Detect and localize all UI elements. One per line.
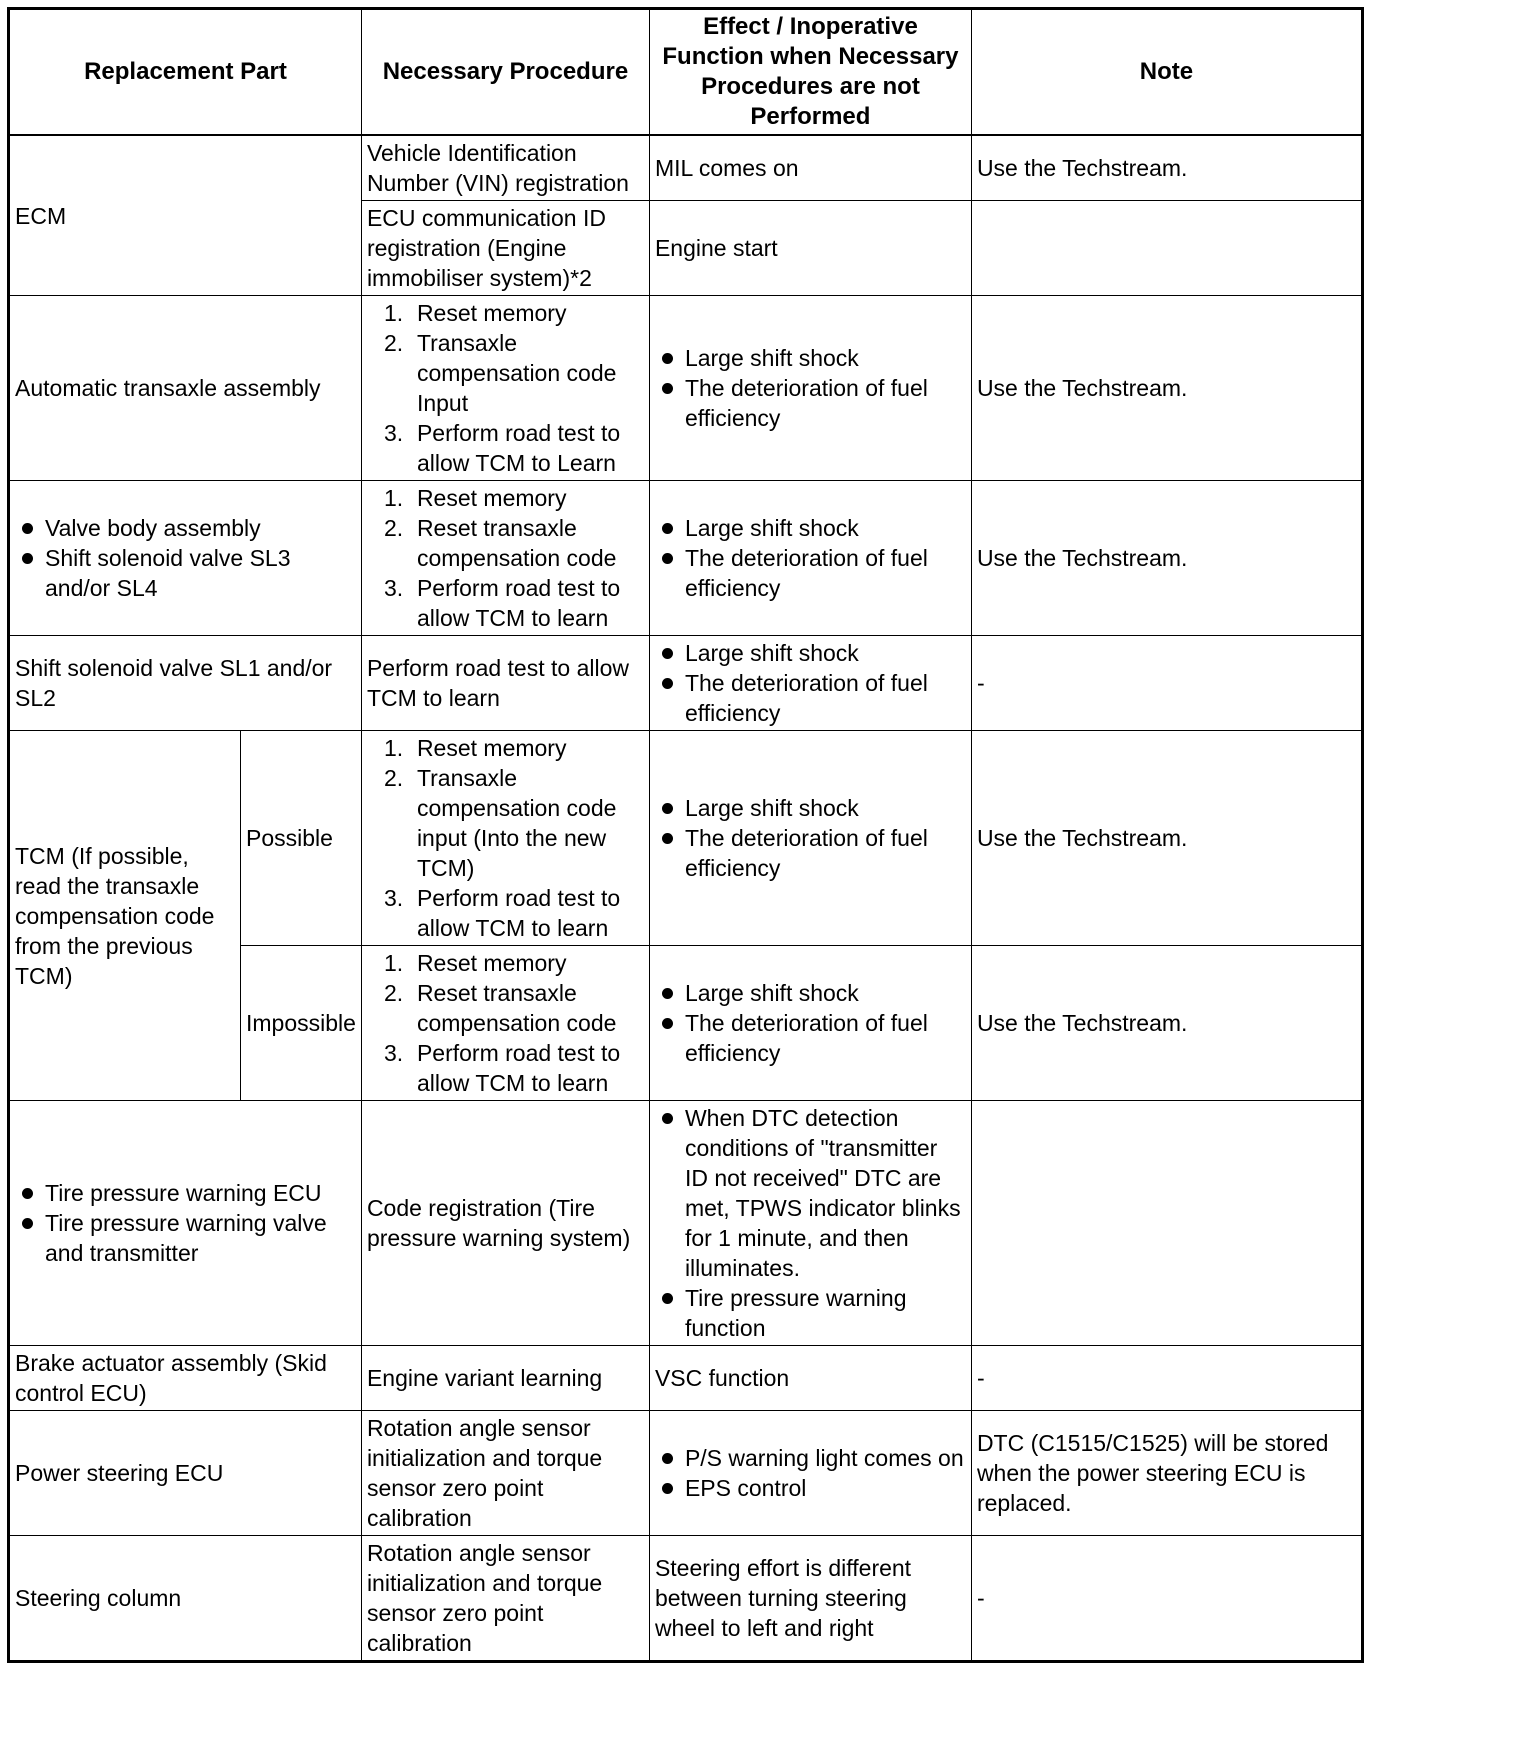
procedure-tcm-impossible <box>361 946 649 1101</box>
part-brake-actuator: Brake actuator assembly (Skid control ECU) <box>9 1346 362 1411</box>
note-steering-column: - <box>971 1536 1362 1662</box>
effect-engine-start: Engine start <box>649 201 971 296</box>
effect-item: Large shift shock <box>655 638 966 668</box>
note-tire-pressure <box>971 1101 1362 1346</box>
table-row <box>9 731 1363 946</box>
effect-mil: MIL comes on <box>649 135 971 201</box>
note-sl1-sl2: - <box>971 636 1362 731</box>
effect-item: Large shift shock <box>655 513 966 543</box>
effect-item: Large shift shock <box>655 793 966 823</box>
note-ecm-1: Use the Techstream. <box>971 135 1362 201</box>
part-steering-column: Steering column <box>9 1536 362 1662</box>
step: Perform road test to allow TCM to learn <box>416 885 621 941</box>
effect-auto-transaxle <box>649 296 971 481</box>
note-brake: - <box>971 1346 1362 1411</box>
step: Reset transaxle compensation code <box>416 980 617 1036</box>
step: Reset memory <box>416 950 567 976</box>
effect-tcm-possible <box>649 731 971 946</box>
replacement-table-container <box>7 7 1364 1663</box>
effect-item: The deterioration of fuel efficiency <box>655 823 966 883</box>
step: Perform road test to allow TCM to learn <box>416 575 621 631</box>
note-tcm-possible: Use the Techstream. <box>971 731 1362 946</box>
effect-sl1-sl2 <box>649 636 971 731</box>
effect-tire-pressure <box>649 1101 971 1346</box>
effect-list <box>655 638 966 728</box>
table-row <box>9 135 1363 201</box>
note-ecm-2 <box>971 201 1362 296</box>
effect-item: EPS control <box>655 1473 966 1503</box>
effect-item: The deterioration of fuel efficiency <box>655 543 966 603</box>
effect-steering-column: Steering effort is different between turning steering wheel to left and right <box>649 1536 971 1662</box>
part-ecm: ECM <box>9 135 362 296</box>
effect-item: Large shift shock <box>655 343 966 373</box>
procedure-steps <box>367 298 644 478</box>
part-valve-body <box>9 481 362 636</box>
part-list <box>15 513 356 603</box>
effect-item: Large shift shock <box>655 978 966 1008</box>
effect-tcm-impossible <box>649 946 971 1101</box>
part-item: Shift solenoid valve SL3 and/or SL4 <box>15 543 356 603</box>
part-item: Valve body assembly <box>15 513 356 543</box>
part-list <box>15 1178 356 1268</box>
step: Reset memory <box>416 735 567 761</box>
effect-list <box>655 1443 966 1503</box>
note-auto-transaxle: Use the Techstream. <box>971 296 1362 481</box>
effect-list <box>655 513 966 603</box>
tcm-impossible-label: Impossible <box>241 946 362 1101</box>
procedure-steps <box>367 733 644 943</box>
effect-list <box>655 793 966 883</box>
effect-item: The deterioration of fuel efficiency <box>655 373 966 433</box>
part-sl1-sl2: Shift solenoid valve SL1 and/or SL2 <box>9 636 362 731</box>
step: Reset memory <box>416 300 567 326</box>
header-replacement-part: Replacement Part <box>9 9 362 136</box>
procedure-auto-transaxle <box>361 296 649 481</box>
procedure-power-steering: Rotation angle sensor initialization and torque sensor zero point calibration <box>361 1411 649 1536</box>
table-row <box>9 1101 1363 1346</box>
note-power-steering: DTC (C1515/C1525) will be stored when the power steering ECU is replaced. <box>971 1411 1362 1536</box>
table-row <box>9 1346 1363 1411</box>
step: Transaxle compensation code input (Into the new TCM) <box>416 765 617 881</box>
table-row <box>9 296 1363 481</box>
table-row <box>9 1411 1363 1536</box>
step: Perform road test to allow TCM to learn <box>416 1040 621 1096</box>
procedure-steering-column: Rotation angle sensor initialization and torque sensor zero point calibration <box>361 1536 649 1662</box>
header-effect: Effect / Inoperative Function when Necessary Procedures are not Performed <box>649 9 971 136</box>
part-power-steering: Power steering ECU <box>9 1411 362 1536</box>
effect-power-steering <box>649 1411 971 1536</box>
part-item: Tire pressure warning ECU <box>15 1178 356 1208</box>
part-tcm: TCM (If possible, read the transaxle compensation code from the previous TCM) <box>9 731 241 1101</box>
table-row <box>9 1536 1363 1662</box>
part-item: Tire pressure warning valve and transmitter <box>15 1208 356 1268</box>
table-row <box>9 481 1363 636</box>
procedure-valve-body <box>361 481 649 636</box>
step: Reset memory <box>416 485 567 511</box>
effect-list <box>655 1103 966 1343</box>
header-necessary-procedure: Necessary Procedure <box>361 9 649 136</box>
procedure-tcm-possible <box>361 731 649 946</box>
step: Perform road test to allow TCM to Learn <box>416 420 621 476</box>
procedure-steps <box>367 483 644 633</box>
procedure-ecu-id-registration: ECU communication ID registration (Engine immobiliser system)*2 <box>361 201 649 296</box>
tcm-possible-label: Possible <box>241 731 362 946</box>
step: Reset transaxle compensation code <box>416 515 617 571</box>
procedure-brake: Engine variant learning <box>361 1346 649 1411</box>
step: Transaxle compensation code Input <box>416 330 617 416</box>
table-row <box>9 636 1363 731</box>
part-tire-pressure <box>9 1101 362 1346</box>
effect-list <box>655 978 966 1068</box>
effect-brake: VSC function <box>649 1346 971 1411</box>
effect-item: When DTC detection conditions of "transmitter ID not received" DTC are met, TPWS indicator blinks for 1 minute, and then illuminates. <box>655 1103 966 1283</box>
effect-valve-body <box>649 481 971 636</box>
note-valve-body: Use the Techstream. <box>971 481 1362 636</box>
header-note: Note <box>971 9 1362 136</box>
note-tcm-impossible: Use the Techstream. <box>971 946 1362 1101</box>
effect-list <box>655 343 966 433</box>
effect-item: The deterioration of fuel efficiency <box>655 1008 966 1068</box>
procedure-tire-pressure: Code registration (Tire pressure warning system) <box>361 1101 649 1346</box>
replacement-procedures-table <box>7 7 1364 1663</box>
effect-item: The deterioration of fuel efficiency <box>655 668 966 728</box>
procedure-vin-registration: Vehicle Identification Number (VIN) registration <box>361 135 649 201</box>
part-auto-transaxle: Automatic transaxle assembly <box>9 296 362 481</box>
procedure-sl1-sl2: Perform road test to allow TCM to learn <box>361 636 649 731</box>
procedure-steps <box>367 948 644 1098</box>
effect-item: P/S warning light comes on <box>655 1443 966 1473</box>
effect-item: Tire pressure warning function <box>655 1283 966 1343</box>
